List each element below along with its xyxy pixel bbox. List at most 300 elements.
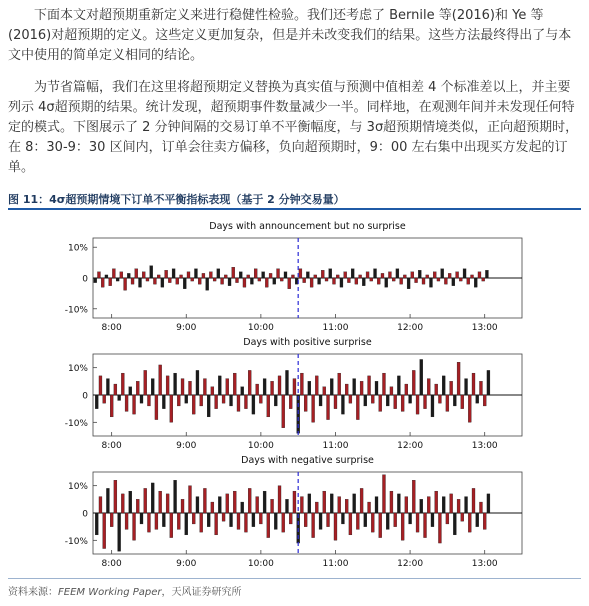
bar	[258, 278, 261, 281]
bar	[166, 494, 169, 513]
bar	[230, 513, 233, 527]
bar	[188, 381, 191, 395]
bar	[127, 273, 130, 278]
bar	[340, 278, 343, 287]
bar	[435, 491, 438, 513]
y-tick-label: 0	[82, 391, 88, 402]
bar	[374, 269, 377, 278]
bar	[230, 395, 233, 406]
x-tick-label: 13:00	[471, 441, 498, 451]
bar	[121, 494, 124, 513]
bar	[101, 278, 104, 287]
bar	[103, 395, 106, 403]
bar	[237, 395, 240, 411]
bar	[345, 384, 348, 395]
bar	[336, 275, 339, 278]
order-imbalance-charts	[0, 212, 589, 574]
bar	[105, 275, 108, 278]
bar	[177, 395, 180, 406]
bar	[308, 381, 311, 395]
bar	[435, 384, 438, 395]
bar	[371, 395, 374, 403]
bar	[232, 267, 235, 278]
bar	[218, 497, 221, 513]
bar	[459, 278, 462, 281]
bar	[196, 370, 199, 395]
bar	[415, 278, 418, 283]
bar	[370, 278, 373, 281]
bar	[140, 513, 143, 524]
bar	[226, 379, 229, 395]
source-label: 资料来源：	[8, 587, 58, 598]
bar	[446, 513, 449, 524]
bar	[221, 278, 224, 284]
bar	[371, 513, 374, 532]
bar	[360, 488, 363, 513]
bar	[194, 269, 197, 278]
bar	[478, 272, 481, 278]
x-tick-label: 12:00	[397, 441, 424, 451]
bar	[243, 278, 246, 287]
bar	[476, 513, 479, 527]
bar	[356, 395, 359, 420]
bar	[110, 395, 113, 417]
bar	[118, 395, 121, 400]
bar	[267, 395, 270, 417]
bar	[359, 275, 362, 278]
bar	[429, 278, 432, 287]
bar	[203, 379, 206, 395]
bar	[412, 370, 415, 395]
bar	[456, 272, 459, 278]
bar	[146, 278, 149, 281]
bar	[465, 379, 468, 395]
bar	[334, 513, 337, 540]
bar	[442, 497, 445, 513]
bar	[125, 395, 128, 411]
bar	[318, 278, 321, 284]
bar	[170, 395, 173, 422]
bar	[135, 269, 138, 278]
bar	[453, 513, 456, 535]
bar	[176, 278, 179, 284]
bar	[282, 513, 285, 532]
y-tick-label: 10%	[67, 482, 88, 493]
bar	[185, 513, 188, 535]
bar	[224, 275, 227, 278]
bar	[241, 387, 244, 395]
chart-panel-1	[65, 221, 522, 333]
bar	[330, 494, 333, 513]
x-tick-label: 10:00	[247, 559, 274, 569]
bar	[450, 494, 453, 513]
bar	[441, 269, 444, 278]
bar	[168, 278, 171, 283]
bar	[431, 513, 434, 527]
bar	[388, 272, 391, 278]
bar	[308, 494, 311, 513]
bar	[452, 278, 455, 286]
bar	[226, 494, 229, 513]
bar	[256, 497, 259, 513]
bar	[252, 513, 255, 527]
bar	[133, 513, 136, 540]
y-tick-label: -10%	[64, 418, 88, 429]
bar	[267, 513, 270, 538]
bar	[332, 278, 335, 284]
bar	[110, 513, 113, 527]
bar	[487, 370, 490, 395]
bar	[338, 497, 341, 513]
bar	[368, 376, 371, 395]
bar	[385, 278, 388, 287]
bar	[116, 278, 119, 281]
bar	[166, 376, 169, 395]
bar	[120, 272, 123, 278]
bar	[288, 278, 291, 289]
bar	[403, 275, 406, 278]
bar	[457, 499, 460, 513]
bar	[215, 395, 218, 409]
bar	[375, 381, 378, 395]
bar	[159, 365, 162, 395]
bar	[344, 272, 347, 278]
bar	[97, 272, 100, 278]
bar	[341, 395, 344, 414]
bar	[254, 269, 257, 278]
bar	[312, 513, 315, 538]
bar	[306, 272, 309, 278]
bar	[133, 395, 136, 414]
bar	[263, 379, 266, 395]
bar	[207, 395, 210, 417]
bar	[155, 395, 158, 420]
figure-title-rule	[8, 208, 581, 210]
bar	[437, 278, 440, 281]
bar	[424, 513, 427, 538]
bar	[95, 395, 98, 409]
bar	[157, 275, 160, 278]
bar	[271, 381, 274, 395]
bar	[263, 491, 266, 513]
bar	[150, 266, 153, 278]
paragraph-robustness: 下面本文对超预期重新定义来进行稳健性检验。我们还考虑了 Bernile 等(2016)和 Ye 等(2016)对超预期的定义。这些定义更加复杂，但是并未改变我们的结果。这些方法最终得出了与本文中使用的简单定义相同的结论。	[8, 8, 572, 63]
source-publication: FEEM Working Paper	[58, 587, 162, 598]
bar	[170, 513, 173, 538]
bar	[114, 384, 117, 395]
bar	[431, 395, 434, 417]
bar	[448, 273, 451, 278]
bar	[269, 273, 272, 278]
chart-panel-3	[65, 455, 522, 569]
bar	[228, 278, 231, 286]
bar	[109, 278, 112, 286]
bar	[304, 513, 307, 527]
bar	[353, 379, 356, 395]
bar	[364, 395, 367, 406]
chart-title: Days with announcement but no surprise	[209, 221, 406, 232]
bar	[300, 497, 303, 513]
bar	[442, 376, 445, 395]
bar	[396, 269, 399, 278]
bar	[382, 373, 385, 395]
bar	[427, 379, 430, 395]
bar	[327, 513, 330, 527]
bar	[409, 513, 412, 524]
bar	[479, 381, 482, 395]
bar	[483, 513, 486, 529]
bar	[248, 370, 251, 395]
bar	[95, 513, 98, 535]
bar	[147, 395, 150, 406]
bar	[151, 483, 154, 513]
bar	[471, 275, 474, 278]
bar	[420, 359, 423, 395]
bar	[467, 278, 470, 284]
bar	[274, 513, 277, 529]
x-tick-label: 8:00	[101, 559, 122, 569]
bar	[426, 275, 429, 278]
bar	[118, 513, 121, 551]
bar	[353, 494, 356, 513]
bar	[321, 270, 324, 278]
bar	[172, 269, 175, 278]
bar	[162, 513, 165, 527]
bar	[394, 395, 397, 409]
bar	[304, 395, 307, 411]
bar	[209, 272, 212, 278]
bar	[401, 395, 404, 411]
bar	[416, 513, 419, 532]
bar	[259, 513, 262, 524]
bar	[319, 395, 322, 406]
bar	[390, 387, 393, 395]
bar	[468, 513, 471, 532]
bar	[125, 513, 128, 529]
bar	[407, 278, 410, 289]
bar	[192, 513, 195, 524]
bar	[180, 275, 183, 278]
bar	[341, 513, 344, 524]
bar	[155, 513, 158, 529]
bar	[278, 486, 281, 513]
x-tick-label: 11:00	[322, 559, 349, 569]
bar	[217, 269, 220, 278]
bar	[386, 395, 389, 406]
bar	[386, 513, 389, 529]
y-tick-label: 10%	[67, 243, 88, 254]
bar	[364, 513, 367, 527]
y-tick-label: 10%	[67, 364, 88, 375]
bar	[161, 278, 164, 287]
bar	[392, 278, 395, 281]
bar	[174, 480, 177, 513]
source-institute: ，天风证券研究所	[161, 587, 242, 598]
bar	[187, 272, 190, 278]
bar	[252, 395, 255, 414]
bar	[106, 488, 109, 513]
bar	[103, 513, 106, 549]
bar	[144, 370, 147, 395]
source-note	[8, 583, 242, 598]
chart-panel-2	[65, 337, 522, 451]
bar	[237, 513, 240, 529]
bar	[453, 395, 456, 406]
bar	[284, 272, 287, 278]
bar	[360, 381, 363, 395]
bar	[382, 475, 385, 513]
bar	[185, 395, 188, 403]
bar	[250, 278, 253, 284]
bar	[222, 513, 225, 521]
bar	[379, 395, 382, 411]
bar	[285, 370, 288, 395]
bar	[400, 278, 403, 284]
bar	[377, 278, 380, 284]
bar	[222, 395, 225, 403]
bar	[162, 395, 165, 409]
bar	[233, 491, 236, 513]
bar	[375, 497, 378, 513]
bar	[121, 373, 124, 395]
bar	[401, 513, 404, 540]
bar	[379, 513, 382, 538]
bar	[192, 395, 195, 414]
bar	[310, 278, 313, 287]
bar	[345, 499, 348, 513]
bar	[244, 395, 247, 409]
bar	[289, 395, 292, 409]
bar	[188, 486, 191, 513]
bar	[147, 513, 150, 532]
bar	[463, 269, 466, 278]
bar	[206, 278, 209, 290]
bar	[213, 278, 216, 281]
bar	[422, 278, 425, 284]
bar	[136, 381, 139, 395]
bar	[405, 384, 408, 395]
x-tick-label: 13:00	[471, 559, 498, 569]
bar	[444, 278, 447, 284]
bar	[244, 513, 247, 532]
bar	[362, 278, 365, 286]
bar	[433, 272, 436, 278]
x-tick-label: 10:00	[247, 323, 274, 333]
bar	[299, 269, 302, 278]
bar	[106, 379, 109, 395]
bar	[368, 502, 371, 513]
bar	[411, 272, 414, 278]
bar	[457, 362, 460, 395]
bar	[129, 387, 132, 395]
bar	[181, 379, 184, 395]
bar	[236, 278, 239, 283]
x-tick-label: 9:00	[176, 559, 197, 569]
bar	[438, 395, 441, 403]
bar	[99, 376, 102, 395]
x-tick-label: 11:00	[322, 441, 349, 451]
bar	[114, 480, 117, 513]
bar	[483, 395, 486, 406]
bar	[293, 379, 296, 395]
bar	[278, 376, 281, 395]
bar	[420, 499, 423, 513]
bar	[446, 395, 449, 411]
bar	[450, 381, 453, 395]
x-tick-label: 12:00	[397, 559, 424, 569]
bar	[409, 395, 412, 403]
bar	[356, 513, 359, 529]
bar	[416, 395, 419, 414]
bar	[355, 278, 358, 284]
x-tick-label: 12:00	[397, 323, 424, 333]
bar	[329, 269, 332, 278]
bar	[136, 499, 139, 513]
bar	[349, 513, 352, 535]
bar	[177, 513, 180, 529]
x-tick-label: 13:00	[471, 323, 498, 333]
x-tick-label: 10:00	[247, 441, 274, 451]
x-tick-label: 11:00	[322, 323, 349, 333]
bar	[211, 387, 214, 395]
bar	[181, 499, 184, 513]
bar	[338, 373, 341, 395]
bar	[323, 491, 326, 513]
bar	[485, 270, 488, 278]
bar	[153, 278, 156, 284]
bar	[200, 513, 203, 532]
bar	[202, 273, 205, 278]
bar	[191, 278, 194, 281]
bar	[300, 373, 303, 395]
bar	[347, 278, 350, 283]
bar	[351, 269, 354, 278]
bar	[397, 494, 400, 513]
x-tick-label: 8:00	[101, 323, 122, 333]
bar	[397, 376, 400, 395]
bar	[349, 395, 352, 403]
bar	[285, 499, 288, 513]
bar	[472, 488, 475, 513]
bar	[327, 395, 330, 420]
bar	[418, 270, 421, 278]
bar	[289, 513, 292, 524]
y-tick-label: 0	[82, 509, 88, 520]
bar	[312, 395, 315, 422]
chart-title: Days with positive surprise	[243, 337, 372, 348]
bar	[262, 272, 265, 278]
bar	[142, 272, 145, 278]
bar	[330, 379, 333, 395]
bar	[129, 491, 132, 513]
bar	[271, 499, 274, 513]
bar	[314, 275, 317, 278]
bar	[218, 376, 221, 395]
bar	[239, 272, 242, 278]
bar	[319, 513, 322, 529]
bar	[165, 270, 168, 278]
bar	[291, 275, 294, 278]
bar	[233, 373, 236, 395]
bar	[183, 278, 186, 289]
bar	[487, 494, 490, 513]
bar	[482, 278, 485, 281]
bar	[203, 488, 206, 513]
bar	[472, 373, 475, 395]
bar	[381, 273, 384, 278]
bar	[280, 278, 283, 281]
bar	[99, 497, 102, 513]
